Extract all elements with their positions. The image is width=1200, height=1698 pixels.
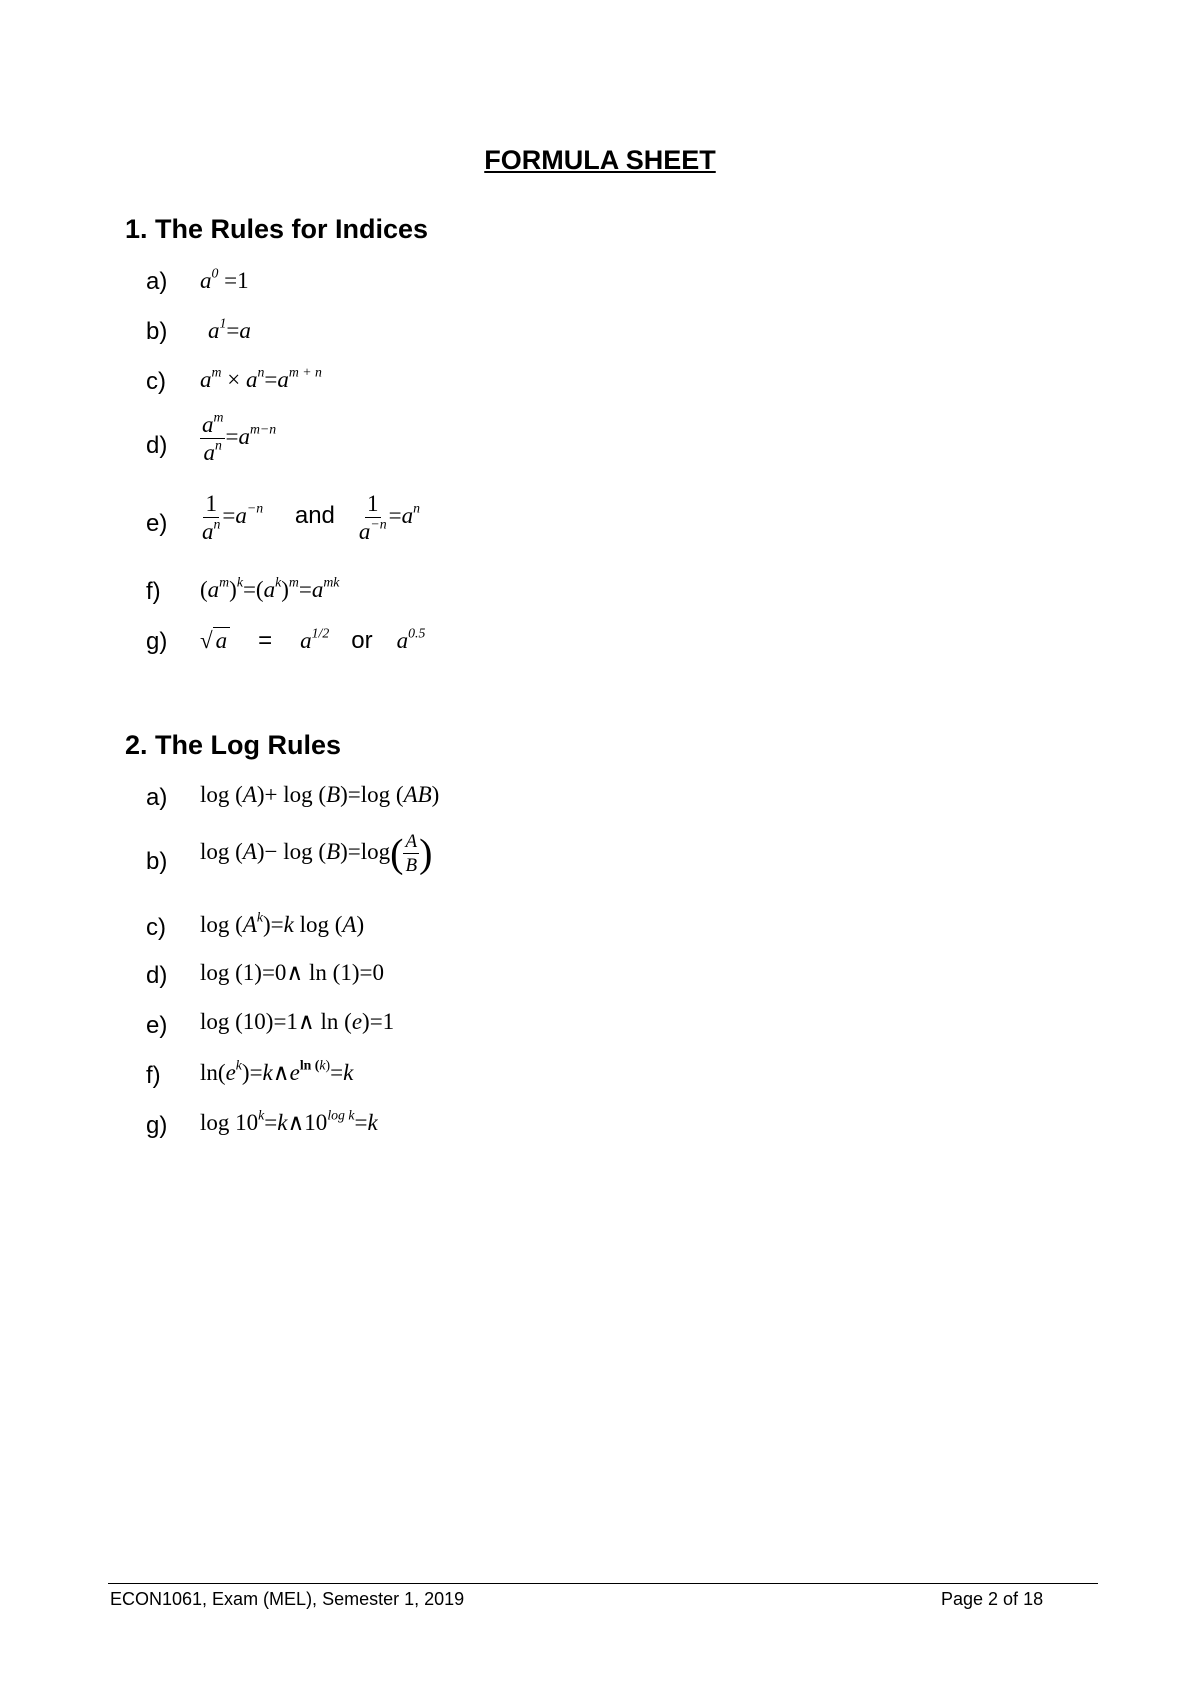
formula-indices-a: $a^0 =1$ [200,265,249,293]
rule-label: g) [146,1112,168,1139]
rule-label: d) [146,432,168,459]
equals-word: = [258,627,273,654]
formula-indices-e: $\frac{1}{a^n}$ $=a^{-n}$ and $\frac{1}{a^{-n}}$ $=a^n$ [202,491,421,544]
rule-label: a) [146,784,168,811]
formula-indices-d: $\frac{a^m}{a^n}$ $=a^{m-n}$ [202,409,277,465]
rule-label: b) [146,318,168,345]
footer-divider [108,1583,1098,1584]
rule-label: e) [146,510,168,537]
formula-log-c: $\log (A^k)=k$ log (A) [200,909,365,937]
rule-label: d) [146,962,168,989]
rule-label: f) [146,1062,161,1089]
rule-label: e) [146,1012,168,1039]
formula-log-e: log (10)=1∧ ln (e)=1 [200,1009,395,1034]
footer-page-number: Page 2 of 18 [941,1589,1044,1609]
rule-label: c) [146,914,166,941]
footer-course-info: ECON1061, Exam (MEL), Semester 1, 2019 [110,1589,465,1609]
and-word: and [294,501,335,529]
section-heading-indices: 1. The Rules for Indices [125,214,429,244]
formula-log-d: log (1)=0∧ ln (1)=0 [200,960,384,985]
formula-indices-g: √ $a = a^{1/2}$ or $a^{0.5}$ [200,625,426,654]
or-word: or [351,627,373,654]
rule-label: g) [146,628,168,655]
formula-log-g: $\log 10^k=k\wedge 10^{log k}=k$ [200,1107,378,1135]
formula-log-a: log (A)+ log (B)=log (AB) [200,782,440,807]
rule-label: f) [146,578,161,605]
rule-label: b) [146,848,168,875]
formula-indices-f: $(a^m)^k=(a^k)^m=a^{mk}$ [200,574,340,602]
formula-indices-b: $a^1=a$ [208,315,251,343]
formula-indices-c: $a^m \times a^n=a^{m + n}$ [200,364,322,392]
section-heading-log-rules: 2. The Log Rules [125,730,342,760]
formula-log-f: $\ln(e^k)=k\wedge e^{ln (k)}=k$ [200,1057,354,1085]
rule-label: c) [146,368,166,395]
page-title: FORMULA SHEET [484,145,716,175]
formula-log-b: log (A)− log (B)=log( $\frac{A}{B}$ ) [200,830,433,876]
rule-label: a) [146,268,168,295]
